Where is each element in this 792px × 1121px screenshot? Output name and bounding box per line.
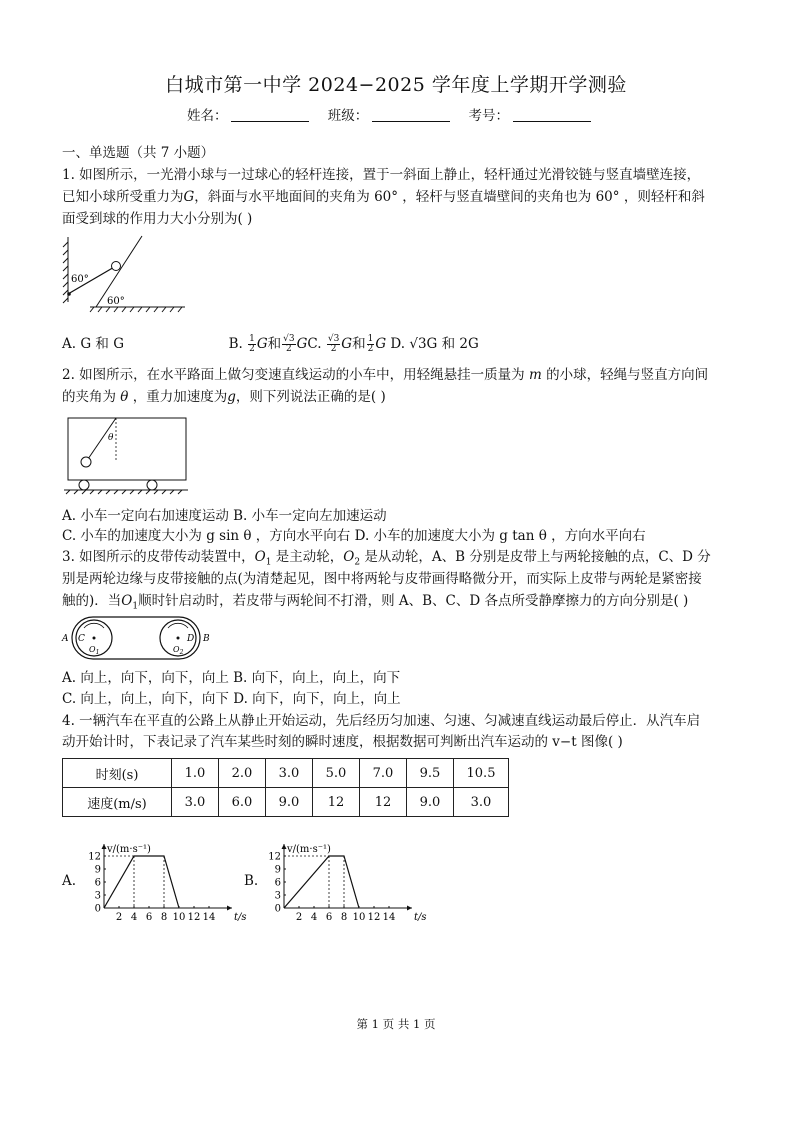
q2-options-ab[interactable]: A. 小车一定向右加速度运动 B. 小车一定向左加速运动 xyxy=(62,508,387,524)
x-tick-label: 8 xyxy=(160,912,168,923)
x-tick-label: 6 xyxy=(145,912,153,923)
q1-options xyxy=(62,333,479,355)
q4-option-a-label[interactable]: A. xyxy=(62,873,77,889)
q4-chart-a[interactable] xyxy=(82,836,247,928)
q1-option-d[interactable]: D. √3G 和 2G xyxy=(390,336,479,352)
speed-table xyxy=(62,758,509,817)
y-tick-label: 0 xyxy=(94,903,101,915)
table-cell: 5.0 xyxy=(313,759,360,788)
q1-figure xyxy=(60,232,190,314)
x-tick-label: 8 xyxy=(340,912,348,923)
x-tick-label: 4 xyxy=(310,912,318,923)
x-axis-arrow xyxy=(227,906,232,911)
y-axis-label: v/(m·s⁻¹) xyxy=(287,844,331,855)
q4-option-b-label[interactable]: B. xyxy=(244,873,259,889)
table-cell: 3.0 xyxy=(172,788,219,817)
point-a-label: A xyxy=(62,634,69,644)
series-line xyxy=(284,856,359,908)
y-tick-label: 3 xyxy=(274,890,281,902)
table-cell: 12 xyxy=(313,788,360,817)
hinge xyxy=(67,292,71,296)
x-tick-label: 10 xyxy=(172,912,186,923)
name-label: 姓名： xyxy=(186,108,228,124)
q2-line1: 2. 如图所示，在水平路面上做匀变速直线运动的小车中，用轻绳悬挂一质量为 m 的小球，轻绳与竖直方向间 xyxy=(62,367,709,383)
x-tick-label: 12 xyxy=(367,912,381,923)
q3-figure xyxy=(62,614,212,662)
q1-option-b[interactable]: B. $\frac{1}{2}$ G和 $\frac{√3}{2}$ G xyxy=(228,334,308,354)
page-footer: 第 1 页 共 1 页 xyxy=(356,1017,436,1031)
q2-figure xyxy=(62,412,190,494)
point-c-label: C xyxy=(78,634,85,644)
hanging-ball xyxy=(81,457,91,467)
x-tick-label: 4 xyxy=(130,912,138,923)
q2-theta-label: θ xyxy=(108,433,114,443)
x-tick-label: 6 xyxy=(325,912,333,923)
y-tick-label: 12 xyxy=(268,851,281,863)
x-axis-arrow xyxy=(407,906,412,911)
point-b-label: B xyxy=(203,634,210,644)
table-cell: 9.5 xyxy=(407,759,454,788)
x-tick-label: 2 xyxy=(115,912,123,923)
x-tick-label: 2 xyxy=(295,912,303,923)
q4-line2: 动开始计时，下表记录了汽车某些时刻的瞬时速度，根据数据可判断出汽车运动的 v−t 图像( ) xyxy=(62,734,623,750)
x-axis-label: t/s xyxy=(234,912,247,923)
table-cell: 1.0 xyxy=(172,759,219,788)
q1-line3: 面受到球的作用力大小分别为( ) xyxy=(62,211,253,227)
class-label: 班级： xyxy=(327,108,369,124)
y-axis-arrow xyxy=(102,844,107,849)
x-tick-label: 14 xyxy=(382,912,396,923)
table-cell: 10.5 xyxy=(454,759,509,788)
table-row xyxy=(63,788,509,817)
table-cell: 7.0 xyxy=(360,759,407,788)
q1-angle-wall-label: 60° xyxy=(71,274,89,285)
x-tick-label: 12 xyxy=(187,912,201,923)
table-cell: 6.0 xyxy=(219,788,266,817)
name-blank[interactable] xyxy=(231,107,309,122)
section-heading: 一、单选题（共 7 小题） xyxy=(62,145,215,161)
x-tick-label: 10 xyxy=(352,912,366,923)
table-cell: 9.0 xyxy=(266,788,313,817)
table-cell: 2.0 xyxy=(219,759,266,788)
exam-no-blank[interactable] xyxy=(513,107,591,122)
q3-options-ab[interactable]: A. 向上，向下，向下，向上 B. 向下，向上，向上，向下 xyxy=(62,670,401,686)
student-info xyxy=(0,104,792,124)
cart-body xyxy=(68,418,186,480)
table-header-row xyxy=(63,759,509,788)
q1-option-a[interactable]: A. G 和 G xyxy=(62,336,124,352)
o2-label: $O_2$ xyxy=(173,645,184,656)
y-tick-label: 9 xyxy=(274,864,281,876)
q1-line1: 1. 如图所示，一光滑小球与一过球心的轻杆连接，置于一斜面上静止，轻杆通过光滑铰链与竖直墙壁连接， xyxy=(62,167,701,183)
table-cell: 时刻(s) xyxy=(63,759,172,788)
q3-line3: 触的)．当$O_1$顺时针启动时，若皮带与两轮间不打滑，则 A、B、C、D 各点所受静摩擦力的方向分别是( ) xyxy=(62,593,689,612)
table-cell: 12 xyxy=(360,788,407,817)
o1-label: $O_1$ xyxy=(89,645,100,656)
x-axis-label: t/s xyxy=(414,912,427,923)
series-line xyxy=(104,856,179,908)
x-tick-label: 14 xyxy=(202,912,216,923)
q1-line2: 已知小球所受重力为G，斜面与水平地面间的夹角为 60° ，轻杆与竖直墙壁间的夹角也为 60° ，则轻杆和斜 xyxy=(62,189,705,205)
wheel-right xyxy=(147,480,157,490)
exam-no-label: 考号： xyxy=(468,108,510,124)
q3-options-cd[interactable]: C. 向上，向上，向下，向下 D. 向下，向下，向上，向上 xyxy=(62,691,401,707)
y-tick-label: 6 xyxy=(94,877,101,889)
page-title: 白城市第一中学 2024−2025 学年度上学期开学测验 xyxy=(165,74,627,96)
table-cell: 速度(m/s) xyxy=(63,788,172,817)
wall xyxy=(63,237,68,303)
y-tick-label: 6 xyxy=(274,877,281,889)
q1-angle-ground-label: 60° xyxy=(107,296,125,307)
y-tick-label: 12 xyxy=(88,851,101,863)
table-cell: 9.0 xyxy=(407,788,454,817)
ground xyxy=(90,307,185,312)
table-cell: 3.0 xyxy=(266,759,313,788)
y-tick-label: 9 xyxy=(94,864,101,876)
y-axis-arrow xyxy=(282,844,287,849)
y-axis-label: v/(m·s⁻¹) xyxy=(107,844,151,855)
table-cell: 3.0 xyxy=(454,788,509,817)
point-d-label: D xyxy=(187,634,195,644)
q3-line2: 别是两轮边缘与皮带接触的点(为清楚起见，图中将两轮与皮带画得略微分开，而实际上皮带与两轮是紧密接 xyxy=(62,571,702,587)
q3-line1: 3. 如图所示的皮带传动装置中，$O_1$ 是主动轮，$O_2$ 是从动轮，A、B 分别是皮带上与两轮接触的点，C、D 分 xyxy=(62,549,711,568)
q4-chart-b[interactable] xyxy=(262,836,427,928)
y-tick-label: 3 xyxy=(94,890,101,902)
ball xyxy=(112,262,121,271)
class-blank[interactable] xyxy=(372,107,450,122)
y-tick-label: 0 xyxy=(274,903,281,915)
wheel-left xyxy=(79,480,89,490)
q1-option-c[interactable]: C. $\frac{√3}{2}$ G和 $\frac{1}{2}$ G xyxy=(307,334,387,354)
q4-line1: 4. 一辆汽车在平直的公路上从静止开始运动，先后经历匀加速、匀速、匀减速直线运动最后停止．从汽车启 xyxy=(62,713,701,729)
q2-options-cd[interactable]: C. 小车的加速度大小为 g sin θ ，方向水平向右 D. 小车的加速度大小为 g tan θ ，方向水平向右 xyxy=(62,528,646,544)
q2-line2: 的夹角为 θ ，重力加速度为g，则下列说法正确的是( ) xyxy=(62,389,386,405)
